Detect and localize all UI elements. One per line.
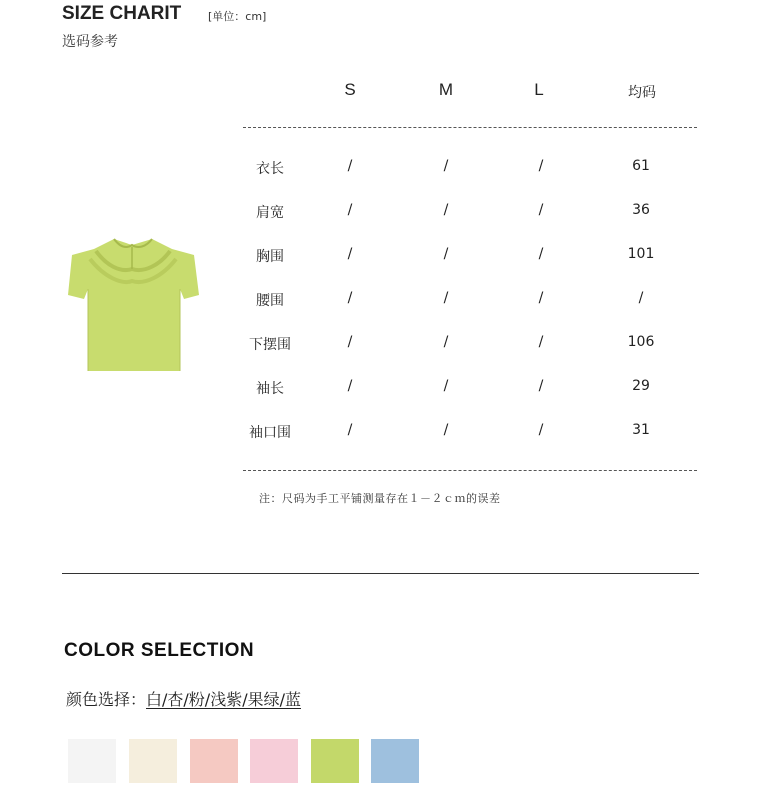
cell-one-size: 36: [632, 202, 650, 218]
size-chart-title: SIZE CHARIT: [62, 3, 182, 24]
cell-m: /: [443, 202, 449, 218]
table-row: [0, 158, 759, 178]
section-divider: [62, 573, 699, 574]
color-options-prefix: 颜色选择：: [66, 690, 147, 709]
swatch-white[interactable]: [68, 739, 116, 783]
cell-s: /: [347, 290, 353, 306]
cell-s: /: [347, 246, 353, 262]
cell-one-size: 31: [632, 422, 650, 438]
row-label: 下摆围: [249, 337, 291, 353]
cell-s: /: [347, 378, 353, 394]
table-row: [0, 202, 759, 222]
cell-l: /: [538, 334, 544, 350]
swatch-light-purple[interactable]: [250, 739, 298, 783]
color-selection-title: COLOR SELECTION: [64, 640, 255, 661]
row-label: 腰围: [256, 293, 284, 309]
cell-l: /: [538, 202, 544, 218]
measurement-note: 注：尺码为手工平铺测量存在１－２ｃｍ的误差: [259, 492, 501, 505]
cell-one-size: 106: [627, 334, 655, 350]
cell-m: /: [443, 378, 449, 394]
cell-s: /: [347, 202, 353, 218]
color-options-list: 白/杏/粉/浅紫/果绿/蓝: [146, 690, 301, 709]
col-header-l: L: [534, 80, 544, 99]
row-label: 衣长: [256, 161, 284, 177]
swatch-blue[interactable]: [371, 739, 419, 783]
row-label: 袖口围: [249, 425, 291, 441]
table-row: [0, 422, 759, 442]
cell-l: /: [538, 246, 544, 262]
row-label: 胸围: [256, 249, 284, 265]
cell-l: /: [538, 290, 544, 306]
table-row: [0, 334, 759, 354]
table-row: [0, 246, 759, 266]
col-header-one-size: 均码: [628, 85, 656, 101]
cell-s: /: [347, 158, 353, 174]
col-header-s: S: [344, 80, 356, 99]
size-reference-subtitle: 选码参考: [62, 34, 118, 50]
swatch-pink[interactable]: [190, 739, 238, 783]
cell-one-size: 101: [627, 246, 655, 262]
table-top-divider: [243, 127, 697, 128]
cell-m: /: [443, 158, 449, 174]
cell-m: /: [443, 422, 449, 438]
cell-m: /: [443, 290, 449, 306]
cell-l: /: [538, 378, 544, 394]
table-row: [0, 378, 759, 398]
cell-one-size: 29: [632, 378, 650, 394]
table-bottom-divider: [243, 470, 697, 471]
col-header-m: M: [438, 80, 454, 99]
cell-l: /: [538, 158, 544, 174]
row-label: 肩宽: [256, 205, 284, 221]
color-options-line: [66, 687, 301, 710]
cell-m: /: [443, 334, 449, 350]
cell-one-size: /: [638, 290, 644, 306]
cell-m: /: [443, 246, 449, 262]
unit-label: [单位：cm]: [208, 10, 267, 23]
table-row: [0, 290, 759, 310]
cell-one-size: 61: [632, 158, 650, 174]
row-label: 袖长: [256, 381, 284, 397]
cell-s: /: [347, 334, 353, 350]
cell-l: /: [538, 422, 544, 438]
swatch-fruit-green[interactable]: [311, 739, 359, 783]
cell-s: /: [347, 422, 353, 438]
swatch-apricot[interactable]: [129, 739, 177, 783]
